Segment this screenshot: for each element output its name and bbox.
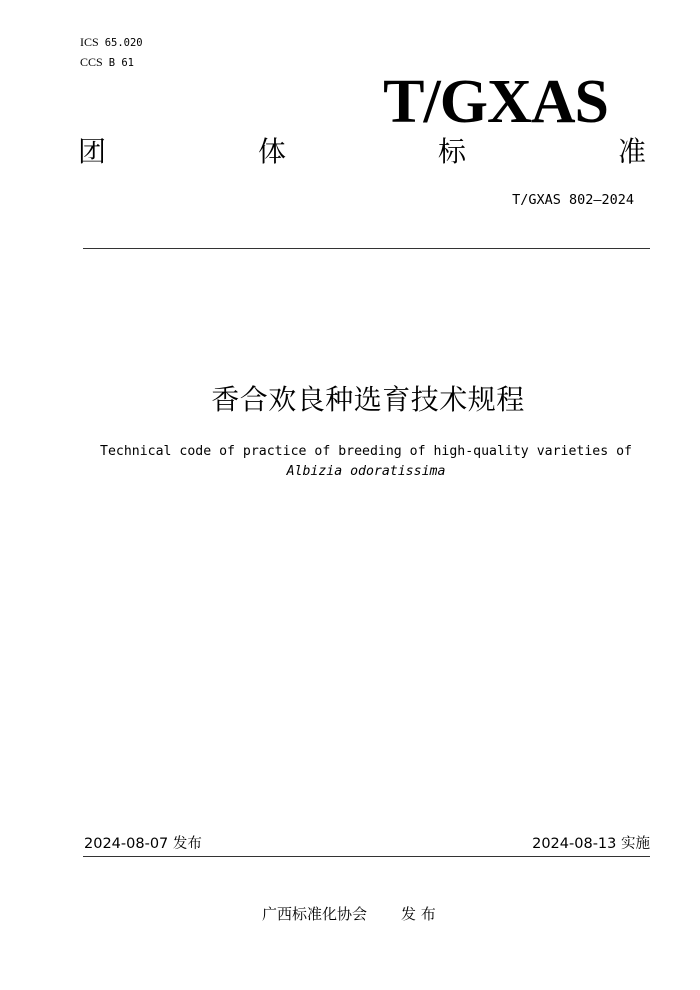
issue-date: 2024-08-07 发布	[84, 836, 202, 852]
ics-label: ICS	[80, 35, 99, 49]
ccs-label: CCS	[80, 55, 103, 69]
standard-type-char: 准	[617, 135, 646, 168]
title-chinese: 香合欢良种选育技术规程	[211, 383, 525, 416]
standard-type-char: 标	[437, 135, 466, 168]
top-divider	[83, 248, 650, 249]
classification-codes	[80, 33, 143, 73]
ics-line	[80, 33, 143, 53]
title-english-line2: Albizia odoratissima	[286, 464, 446, 479]
ccs-value: B 61	[108, 57, 134, 69]
title-english	[70, 442, 662, 482]
publisher	[262, 904, 436, 924]
standard-number: T/GXAS 802—2024	[512, 192, 634, 208]
standard-type-char: 体	[257, 135, 286, 168]
publisher-org: 广西标准化协会	[262, 905, 368, 923]
ccs-line	[80, 53, 143, 73]
ics-value: 65.020	[104, 37, 143, 49]
standard-type	[78, 134, 646, 170]
bottom-divider	[83, 856, 650, 857]
implementation-date: 2024-08-13 实施	[532, 836, 650, 852]
title-english-line1: Technical code of practice of breeding of high-quality varieties of	[100, 444, 632, 459]
standard-type-char: 团	[78, 135, 107, 168]
standard-logo: T/GXAS	[383, 68, 608, 136]
publisher-action: 发 布	[401, 905, 436, 923]
